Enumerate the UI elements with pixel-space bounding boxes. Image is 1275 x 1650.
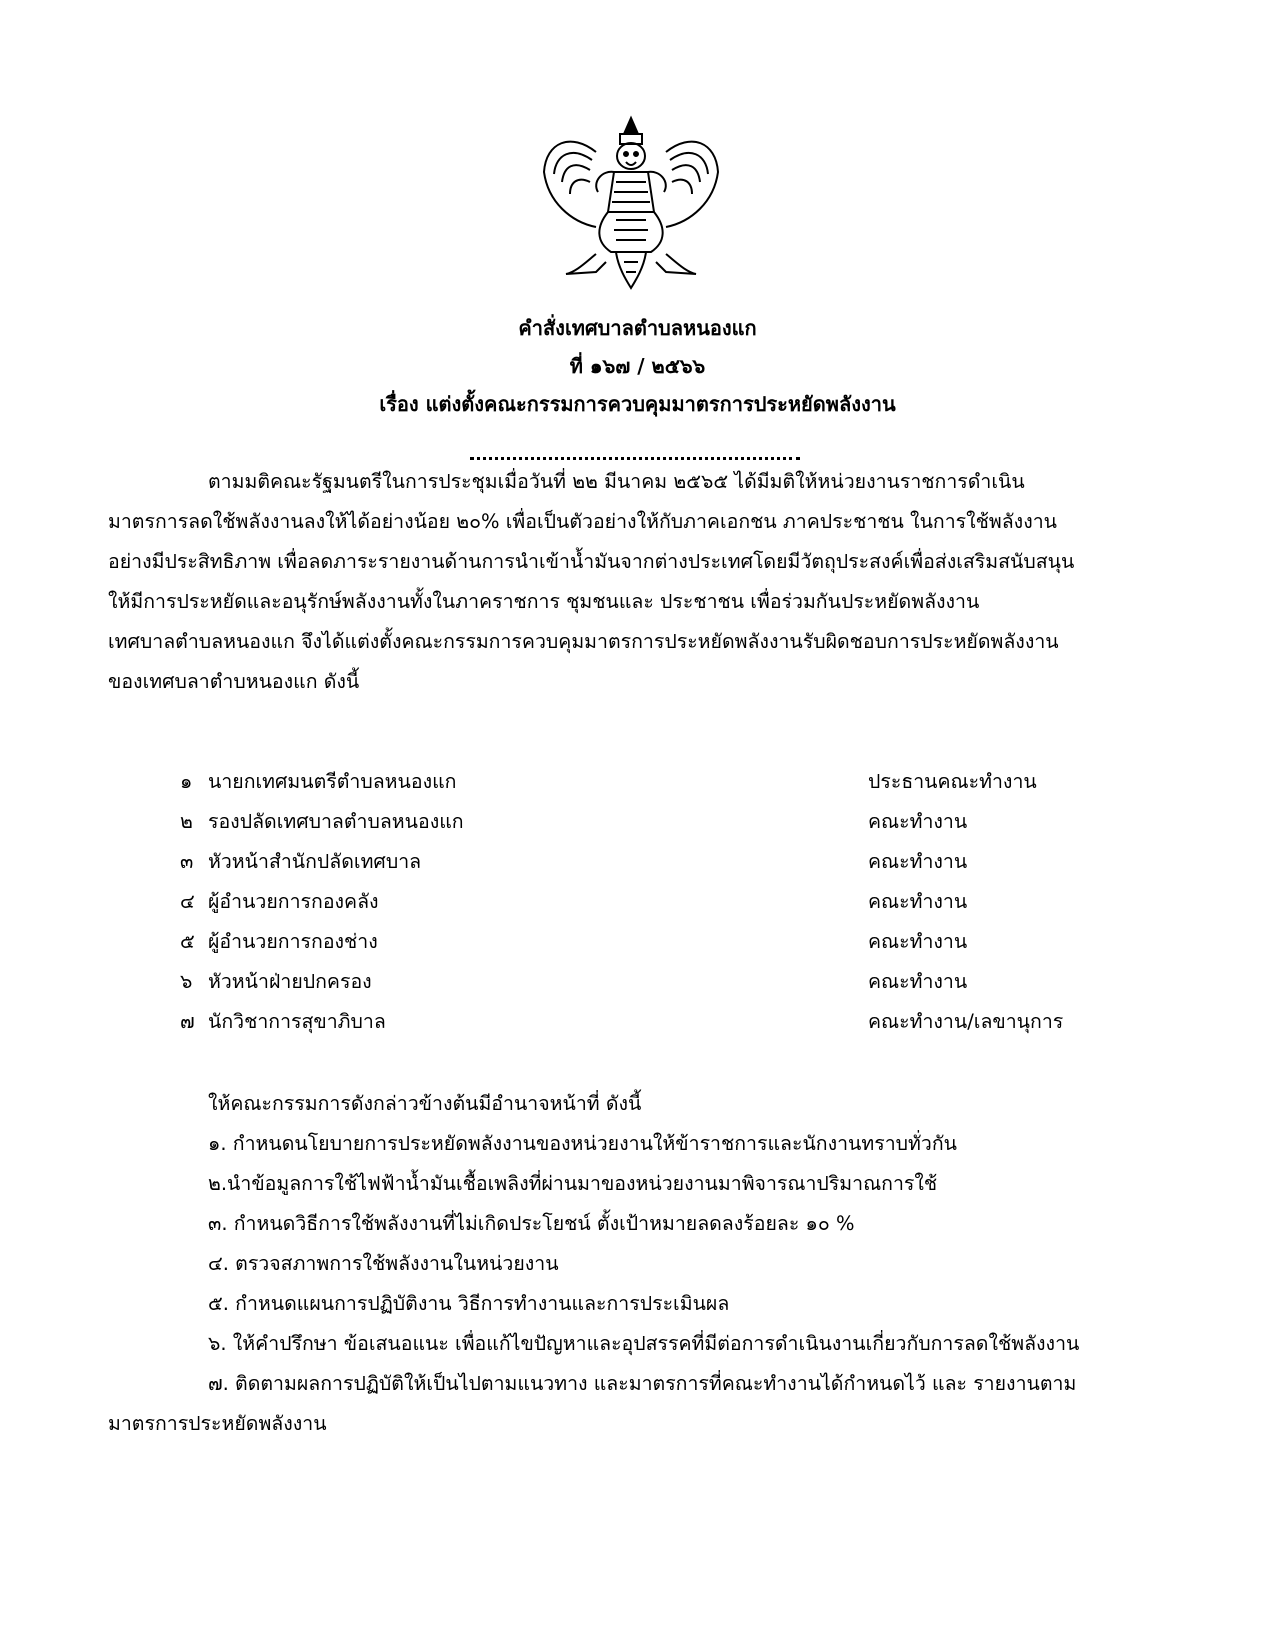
member-position: หัวหน้าสำนักปลัดเทศบาล <box>208 850 422 873</box>
intro-line: ตามมติคณะรัฐมนตรีในการประชุมเมื่อวันที่ ๒๒ มีนาคม ๒๕๖๕ ได้มีมติให้หน่วยงานราชการดำเนิน <box>208 470 1025 493</box>
duty-item: ๒.นำข้อมูลการใช้ไฟฟ้าน้ำมันเชื้อเพลิงที่ผ่านมาของหน่วยงานมาพิจารณาปริมาณการใช้ <box>208 1172 938 1195</box>
list-item <box>180 846 1080 878</box>
member-role: ประธานคณะทำงาน <box>868 770 1037 793</box>
member-position: ผู้อำนวยการกองคลัง <box>208 890 379 913</box>
duty-item: ๕. กำหนดแผนการปฏิบัติงาน วิธีการทำงานและการประเมินผล <box>208 1292 730 1315</box>
list-item <box>180 766 1080 798</box>
member-number: ๓ <box>180 850 194 873</box>
duties-intro: ให้คณะกรรมการดังกล่าวข้างต้นมีอำนาจหน้าที่ ดังนี้ <box>208 1092 642 1115</box>
order-subject: เรื่อง แต่งตั้งคณะกรรมการควบคุมมาตรการประหยัดพลังงาน <box>379 392 896 416</box>
duty-item: ๑. กำหนดนโยบายการประหยัดพลังงานของหน่วยงานให้ข้าราชการและนักงานทราบทั่วกัน <box>208 1132 957 1155</box>
order-number: ที่ ๑๖๗ / ๒๕๖๖ <box>569 354 706 378</box>
member-position: รองปลัดเทศบาลตำบลหนองแก <box>208 810 464 833</box>
member-position: ผู้อำนวยการกองช่าง <box>208 930 378 953</box>
member-number: ๒ <box>180 810 193 833</box>
member-position: หัวหน้าฝ่ายปกครอง <box>208 970 372 993</box>
intro-line: มาตรการลดใช้พลังงานลงให้ได้อย่างน้อย ๒๐% เพื่อเป็นตัวอย่างให้กับภาคเอกชน ภาคประชาชน ในการใช้พลังงาน <box>108 510 1058 533</box>
member-position: นายกเทศมนตรีตำบลหนองแก <box>208 770 457 793</box>
intro-line: อย่างมีประสิทธิภาพ เพื่อลดภาระรายงานด้านการนำเข้าน้ำมันจากต่างประเทศโดยมีวัตถุประสงค์เพื่อส่งเสริมสนับสนุน <box>108 550 1075 573</box>
member-number: ๑ <box>180 770 193 793</box>
member-role: คณะทำงาน <box>868 970 968 993</box>
list-item <box>180 926 1080 958</box>
intro-line: เทศบาลตำบลหนองแก จึงได้แต่งตั้งคณะกรรมการควบคุมมาตรการประหยัดพลังงานรับผิดชอบการประหยัดพลังงาน <box>108 630 1059 653</box>
member-role: คณะทำงาน <box>868 890 968 913</box>
duty-continuation: มาตรการประหยัดพลังงาน <box>108 1412 327 1435</box>
order-title: คำสั่งเทศบาลตำบลหนองแก <box>518 316 757 340</box>
member-number: ๖ <box>180 970 193 993</box>
duty-item: ๗. ติดตามผลการปฏิบัติให้เป็นไปตามแนวทาง และมาตรการที่คณะทำงานได้กำหนดไว้ และ รายงานตาม <box>208 1372 1077 1395</box>
duty-item: ๓. กำหนดวิธีการใช้พลังงานที่ไม่เกิดประโยชน์ ตั้งเป้าหมายลดลงร้อยละ ๑๐ % <box>208 1212 855 1235</box>
member-position: นักวิชาการสุขาภิบาล <box>208 1010 386 1033</box>
dotted-divider <box>470 451 800 460</box>
member-role: คณะทำงาน <box>868 810 968 833</box>
member-number: ๗ <box>180 1010 195 1033</box>
member-role: คณะทำงาน <box>868 930 968 953</box>
member-role: คณะทำงาน/เลขานุการ <box>868 1010 1064 1033</box>
member-role: คณะทำงาน <box>868 850 968 873</box>
duty-item: ๖. ให้คำปรึกษา ข้อเสนอแนะ เพื่อแก้ไขปัญหาและอุปสรรคที่มีต่อการดำเนินงานเกี่ยวกับการลดใช้พลังงาน <box>208 1332 1080 1355</box>
intro-line: ของเทศบลาตำบหนองแก ดังนี้ <box>108 670 360 693</box>
list-item <box>180 966 1080 998</box>
duty-item: ๔. ตรวจสภาพการใช้พลังงานในหน่วยงาน <box>208 1252 559 1275</box>
list-item <box>180 1006 1080 1038</box>
list-item <box>180 886 1080 918</box>
list-item <box>180 806 1080 838</box>
intro-line: ให้มีการประหยัดและอนุรักษ์พลังงานทั้งในภาคราชการ ชุมชนและ ประชาชน เพื่อร่วมกันประหยัดพลังงาน <box>108 590 980 613</box>
garuda-emblem-icon <box>536 112 726 292</box>
member-number: ๕ <box>180 930 195 953</box>
member-number: ๔ <box>180 890 195 913</box>
